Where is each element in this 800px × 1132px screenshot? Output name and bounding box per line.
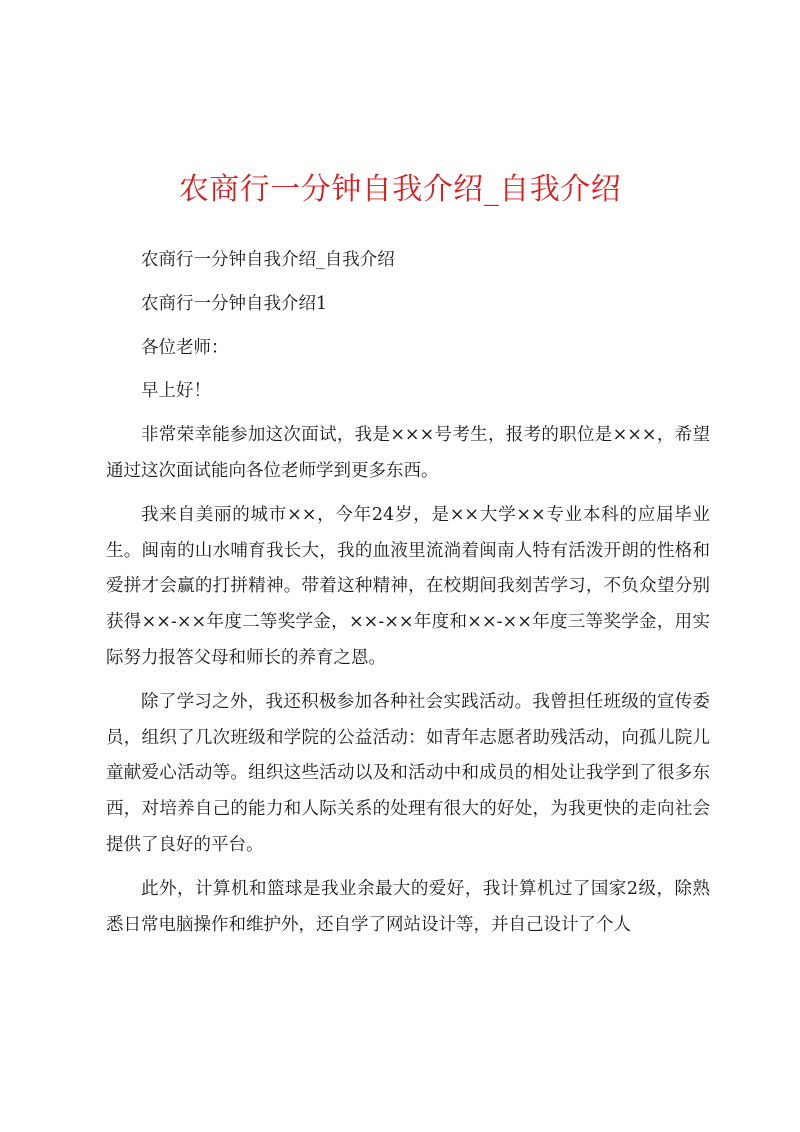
paragraph-activities: 除了学习之外，我还积极参加各种社会实践活动。我曾担任班级的宣传委员，组织了几次班级和学院的公益活动：如青年志愿者助残活动，向孤儿院儿童献爱心活动等。组织这些活动以及和活动中和成员的相处让我学到了很多东西，对培养自己的能力和人际关系的处理有很大的好处，为我更快的走向社会提供了良好的平台。 (106, 691, 710, 855)
paragraph-hobbies: 此外，计算机和篮球是我业余最大的爱好，我计算机过了国家2级，除熟悉日常电脑操作和维护外，还自学了网站设计等，并自己设计了个人 (106, 878, 710, 935)
paragraph-greeting: 早上好！ (141, 381, 211, 402)
document-body (106, 243, 710, 951)
document-title: 农商行一分钟自我介绍_自我介绍 (178, 172, 622, 207)
paragraph-section-heading: 农商行一分钟自我介绍1 (141, 293, 328, 314)
paragraph-subtitle: 农商行一分钟自我介绍_自我介绍 (141, 250, 395, 270)
paragraph-background: 我来自美丽的城市××，今年24岁，是××大学××专业本科的应届毕业生。闽南的山水哺育我长大，我的血液里流淌着闽南人特有活泼开朗的性格和爱拼才会赢的打拼精神。带着这种精神，在校期间我刻苦学习，不负众望分别获得××-××年度二等奖学金，××-××年度和××-××年度三等奖学金，用实际努力报答父母和师长的养育之恩。 (106, 504, 710, 668)
paragraph-salutation: 各位老师： (141, 337, 229, 358)
paragraph-intro: 非常荣幸能参加这次面试，我是×××号考生，报考的职位是×××，希望通过这次面试能向各位老师学到更多东西。 (106, 425, 710, 481)
